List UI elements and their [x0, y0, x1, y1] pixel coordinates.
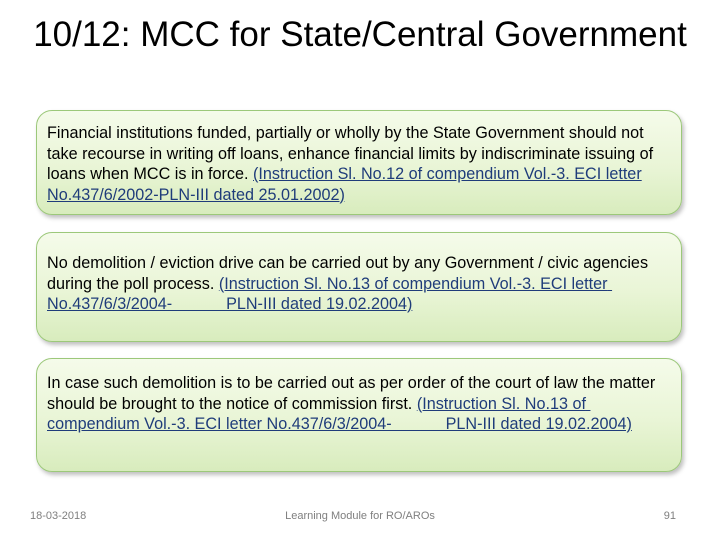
point-box-3	[36, 358, 682, 472]
footer-date: 18-03-2018	[30, 510, 87, 522]
point-box-2	[36, 232, 682, 342]
slide-title: 10/12: MCC for State/Central Government	[33, 15, 687, 54]
point-body-3: In case such demolition is to be carried out as per order of the court of law the matter should be brought to the notice of commission first.	[47, 374, 656, 413]
point-reference-1[interactable]: (Instruction Sl. No.12 of compendium Vol.-3. ECI letter No.437/6/2002-PLN-III dated 25.01.2002)	[47, 165, 642, 204]
footer-module-name: Learning Module for RO/AROs	[285, 510, 435, 522]
point-text-3	[47, 373, 667, 435]
point-reference-2[interactable]: (Instruction Sl. No.13 of compendium Vol.-3. ECI letter No.437/6/3/2004- PLN-III dated 19.02.2004)	[47, 274, 613, 313]
point-box-1	[36, 110, 682, 215]
point-text-2	[47, 253, 667, 315]
point-body-1: Financial institutions funded, partially or wholly by the State Government should not take recourse in writing off loans, enhance financial limits by indiscriminate issuing of loans when MCC is in force.	[47, 124, 654, 183]
point-body-2: No demolition / eviction drive can be carried out by any Government / civic agencies during the poll process.	[47, 254, 649, 293]
point-reference-3[interactable]: (Instruction Sl. No.13 of compendium Vol.-3. ECI letter No.437/6/3/2004- PLN-III dated 19.02.2004)	[47, 394, 632, 433]
point-text-1	[47, 123, 667, 205]
footer-page-number: 91	[663, 510, 676, 522]
